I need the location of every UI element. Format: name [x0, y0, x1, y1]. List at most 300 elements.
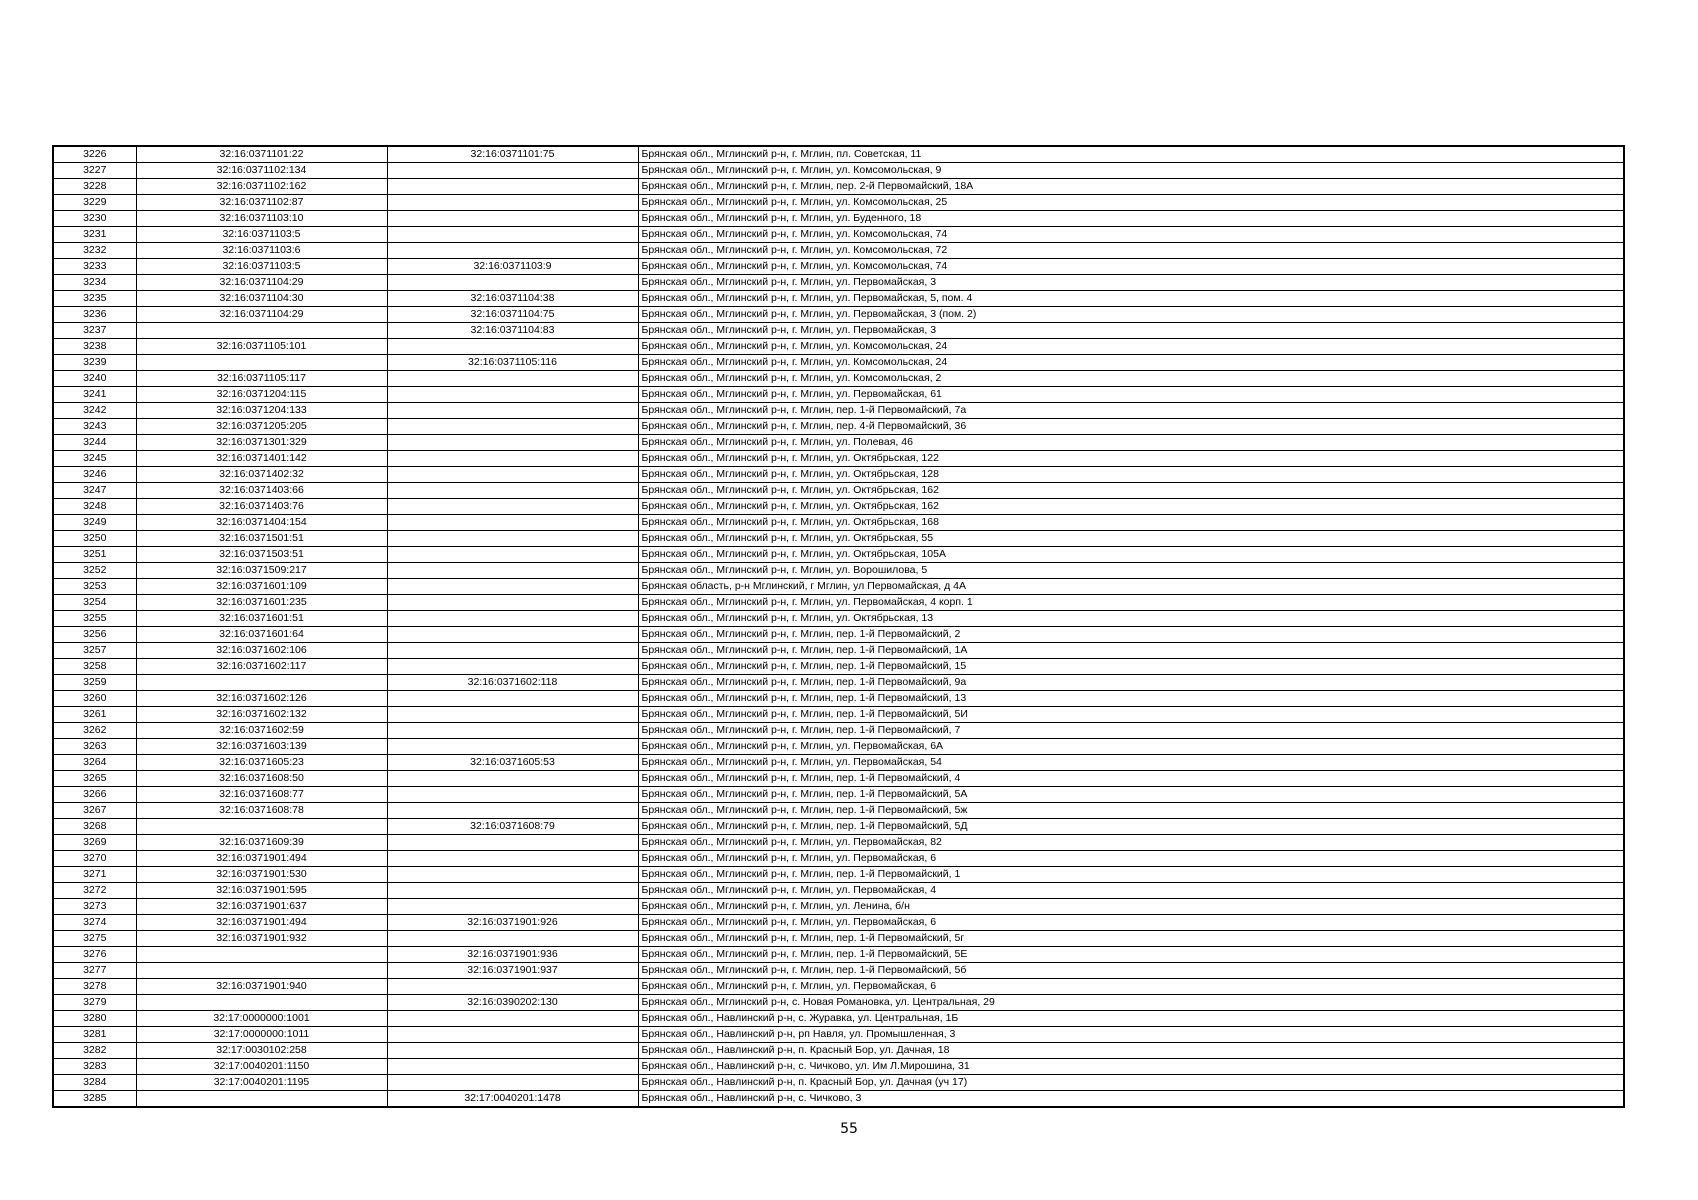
table-row	[53, 387, 1624, 403]
related-cadastral-number-cell: 32:16:0371602:118	[387, 675, 638, 691]
address-cell: Брянская обл., Мглинский р-н, г. Мглин, пер. 2-й Первомайский, 18А	[638, 179, 1624, 195]
cadastral-number-cell: 32:16:0371301:329	[136, 435, 387, 451]
row-number-cell: 3253	[53, 579, 136, 595]
row-number-cell: 3284	[53, 1075, 136, 1091]
row-number-cell: 3282	[53, 1043, 136, 1059]
table-row	[53, 947, 1624, 963]
related-cadastral-number-cell	[387, 723, 638, 739]
address-cell: Брянская обл., Мглинский р-н, г. Мглин, пер. 1-й Первомайский, 5б	[638, 963, 1624, 979]
row-number-cell: 3234	[53, 275, 136, 291]
table-row	[53, 227, 1624, 243]
table-row	[53, 1027, 1624, 1043]
table-row	[53, 1091, 1624, 1108]
address-cell: Брянская обл., Мглинский р-н, г. Мглин, ул. Первомайская, 54	[638, 755, 1624, 771]
row-number-cell: 3265	[53, 771, 136, 787]
table-row	[53, 579, 1624, 595]
table-row	[53, 723, 1624, 739]
row-number-cell: 3251	[53, 547, 136, 563]
table-row	[53, 739, 1624, 755]
table-row	[53, 899, 1624, 915]
related-cadastral-number-cell: 32:16:0371104:75	[387, 307, 638, 323]
related-cadastral-number-cell	[387, 579, 638, 595]
cadastral-number-cell	[136, 323, 387, 339]
related-cadastral-number-cell	[387, 899, 638, 915]
address-cell: Брянская обл., Мглинский р-н, г. Мглин, ул. Первомайская, 3	[638, 275, 1624, 291]
cadastral-number-cell: 32:16:0371602:117	[136, 659, 387, 675]
row-number-cell: 3279	[53, 995, 136, 1011]
table-row	[53, 659, 1624, 675]
row-number-cell: 3275	[53, 931, 136, 947]
address-cell: Брянская обл., Мглинский р-н, г. Мглин, ул. Ленина, б/н	[638, 899, 1624, 915]
related-cadastral-number-cell	[387, 387, 638, 403]
related-cadastral-number-cell	[387, 1011, 638, 1027]
row-number-cell: 3276	[53, 947, 136, 963]
related-cadastral-number-cell	[387, 1043, 638, 1059]
row-number-cell: 3233	[53, 259, 136, 275]
row-number-cell: 3267	[53, 803, 136, 819]
related-cadastral-number-cell	[387, 691, 638, 707]
table-row	[53, 1011, 1624, 1027]
table-row	[53, 691, 1624, 707]
address-cell: Брянская обл., Мглинский р-н, г. Мглин, ул. Буденного, 18	[638, 211, 1624, 227]
address-cell: Брянская обл., Мглинский р-н, г. Мглин, пер. 1-й Первомайский, 5И	[638, 707, 1624, 723]
address-cell: Брянская обл., Мглинский р-н, г. Мглин, ул. Октябрьская, 162	[638, 483, 1624, 499]
related-cadastral-number-cell	[387, 883, 638, 899]
cadastral-number-cell	[136, 819, 387, 835]
table-row	[53, 995, 1624, 1011]
table-row	[53, 211, 1624, 227]
cadastral-number-cell: 32:16:0371102:134	[136, 163, 387, 179]
related-cadastral-number-cell	[387, 531, 638, 547]
cadastral-number-cell	[136, 675, 387, 691]
table-row	[53, 803, 1624, 819]
row-number-cell: 3229	[53, 195, 136, 211]
row-number-cell: 3259	[53, 675, 136, 691]
cadastral-number-cell: 32:16:0371608:78	[136, 803, 387, 819]
row-number-cell: 3285	[53, 1091, 136, 1108]
cadastral-number-cell: 32:16:0371608:77	[136, 787, 387, 803]
row-number-cell: 3270	[53, 851, 136, 867]
row-number-cell: 3227	[53, 163, 136, 179]
table-row	[53, 851, 1624, 867]
address-cell: Брянская обл., Мглинский р-н, г. Мглин, пер. 1-й Первомайский, 5г	[638, 931, 1624, 947]
cadastral-number-cell: 32:16:0371404:154	[136, 515, 387, 531]
related-cadastral-number-cell	[387, 243, 638, 259]
table-row	[53, 451, 1624, 467]
row-number-cell: 3236	[53, 307, 136, 323]
address-cell: Брянская обл., Мглинский р-н, г. Мглин, пер. 4-й Первомайский, 36	[638, 419, 1624, 435]
related-cadastral-number-cell: 32:16:0371901:926	[387, 915, 638, 931]
cadastral-number-cell: 32:16:0371103:5	[136, 259, 387, 275]
row-number-cell: 3272	[53, 883, 136, 899]
address-cell: Брянская обл., Мглинский р-н, г. Мглин, пер. 1-й Первомайский, 13	[638, 691, 1624, 707]
cadastral-number-cell: 32:16:0371901:932	[136, 931, 387, 947]
table-row	[53, 643, 1624, 659]
address-cell: Брянская обл., Мглинский р-н, г. Мглин, ул. Первомайская, 6А	[638, 739, 1624, 755]
table-row	[53, 403, 1624, 419]
cadastral-number-cell: 32:16:0371602:106	[136, 643, 387, 659]
table-row	[53, 355, 1624, 371]
related-cadastral-number-cell	[387, 563, 638, 579]
row-number-cell: 3278	[53, 979, 136, 995]
address-cell: Брянская обл., Мглинский р-н, г. Мглин, ул. Первомайская, 61	[638, 387, 1624, 403]
row-number-cell: 3271	[53, 867, 136, 883]
related-cadastral-number-cell	[387, 787, 638, 803]
row-number-cell: 3249	[53, 515, 136, 531]
related-cadastral-number-cell	[387, 467, 638, 483]
table-row	[53, 259, 1624, 275]
address-cell: Брянская обл., Мглинский р-н, г. Мглин, пер. 1-й Первомайский, 5Д	[638, 819, 1624, 835]
row-number-cell: 3243	[53, 419, 136, 435]
row-number-cell: 3269	[53, 835, 136, 851]
row-number-cell: 3241	[53, 387, 136, 403]
related-cadastral-number-cell	[387, 707, 638, 723]
related-cadastral-number-cell	[387, 659, 638, 675]
address-cell: Брянская обл., Мглинский р-н, с. Новая Романовка, ул. Центральная, 29	[638, 995, 1624, 1011]
address-cell: Брянская обл., Мглинский р-н, г. Мглин, ул. Комсомольская, 2	[638, 371, 1624, 387]
cadastral-number-cell: 32:16:0371901:494	[136, 915, 387, 931]
address-cell: Брянская обл., Мглинский р-н, г. Мглин, пер. 1-й Первомайский, 5Е	[638, 947, 1624, 963]
table-row	[53, 595, 1624, 611]
cadastral-number-cell	[136, 355, 387, 371]
table-row	[53, 867, 1624, 883]
related-cadastral-number-cell	[387, 419, 638, 435]
cadastral-number-cell: 32:16:0371501:51	[136, 531, 387, 547]
related-cadastral-number-cell	[387, 211, 638, 227]
address-cell: Брянская обл., Навлинский р-н, п. Красный Бор, ул. Дачная (уч 17)	[638, 1075, 1624, 1091]
related-cadastral-number-cell	[387, 643, 638, 659]
table-row	[53, 419, 1624, 435]
row-number-cell: 3244	[53, 435, 136, 451]
address-cell: Брянская обл., Мглинский р-н, г. Мглин, пер. 1-й Первомайский, 5А	[638, 787, 1624, 803]
address-cell: Брянская обл., Мглинский р-н, г. Мглин, ул. Октябрьская, 162	[638, 499, 1624, 515]
cadastral-number-cell: 32:16:0371402:32	[136, 467, 387, 483]
address-cell: Брянская обл., Мглинский р-н, г. Мглин, пер. 1-й Первомайский, 7	[638, 723, 1624, 739]
row-number-cell: 3255	[53, 611, 136, 627]
related-cadastral-number-cell	[387, 803, 638, 819]
address-cell: Брянская обл., Мглинский р-н, г. Мглин, ул. Полевая, 46	[638, 435, 1624, 451]
related-cadastral-number-cell: 32:16:0371901:936	[387, 947, 638, 963]
row-number-cell: 3247	[53, 483, 136, 499]
cadastral-number-cell: 32:16:0371605:23	[136, 755, 387, 771]
table-row	[53, 467, 1624, 483]
table-row	[53, 979, 1624, 995]
table-row	[53, 195, 1624, 211]
related-cadastral-number-cell	[387, 547, 638, 563]
address-cell: Брянская обл., Мглинский р-н, г. Мглин, пер. 1-й Первомайский, 15	[638, 659, 1624, 675]
related-cadastral-number-cell	[387, 499, 638, 515]
related-cadastral-number-cell	[387, 771, 638, 787]
cadastral-number-cell: 32:17:0000000:1011	[136, 1027, 387, 1043]
page-number: 55	[840, 1121, 858, 1137]
cadastral-number-cell: 32:16:0371105:117	[136, 371, 387, 387]
related-cadastral-number-cell	[387, 179, 638, 195]
related-cadastral-number-cell	[387, 979, 638, 995]
related-cadastral-number-cell	[387, 275, 638, 291]
related-cadastral-number-cell: 32:17:0040201:1478	[387, 1091, 638, 1108]
cadastral-number-cell: 32:16:0371901:595	[136, 883, 387, 899]
cadastral-number-cell	[136, 1091, 387, 1108]
cadastral-number-cell: 32:16:0371103:10	[136, 211, 387, 227]
related-cadastral-number-cell	[387, 1075, 638, 1091]
row-number-cell: 3250	[53, 531, 136, 547]
row-number-cell: 3228	[53, 179, 136, 195]
address-cell: Брянская обл., Мглинский р-н, г. Мглин, ул. Первомайская, 3 (пом. 2)	[638, 307, 1624, 323]
table-row	[53, 499, 1624, 515]
cadastral-number-cell: 32:16:0371103:5	[136, 227, 387, 243]
address-cell: Брянская обл., Мглинский р-н, г. Мглин, ул. Первомайская, 6	[638, 979, 1624, 995]
address-cell: Брянская обл., Мглинский р-н, г. Мглин, пер. 1-й Первомайский, 9а	[638, 675, 1624, 691]
related-cadastral-number-cell	[387, 1027, 638, 1043]
related-cadastral-number-cell	[387, 371, 638, 387]
row-number-cell: 3263	[53, 739, 136, 755]
table-row	[53, 1075, 1624, 1091]
cadastral-number-cell: 32:16:0371401:142	[136, 451, 387, 467]
address-cell: Брянская обл., Мглинский р-н, г. Мглин, пер. 1-й Первомайский, 2	[638, 627, 1624, 643]
address-cell: Брянская обл., Навлинский р-н, п. Красный Бор, ул. Дачная, 18	[638, 1043, 1624, 1059]
row-number-cell: 3273	[53, 899, 136, 915]
address-cell: Брянская обл., Мглинский р-н, г. Мглин, ул. Октябрьская, 122	[638, 451, 1624, 467]
row-number-cell: 3256	[53, 627, 136, 643]
row-number-cell: 3252	[53, 563, 136, 579]
cadastral-number-cell: 32:16:0371105:101	[136, 339, 387, 355]
address-cell: Брянская обл., Мглинский р-н, г. Мглин, ул. Первомайская, 5, пом. 4	[638, 291, 1624, 307]
address-cell: Брянская обл., Навлинский р-н, с. Чичково, 3	[638, 1091, 1624, 1108]
related-cadastral-number-cell	[387, 595, 638, 611]
related-cadastral-number-cell	[387, 739, 638, 755]
row-number-cell: 3237	[53, 323, 136, 339]
address-cell: Брянская обл., Мглинский р-н, г. Мглин, ул. Первомайская, 82	[638, 835, 1624, 851]
related-cadastral-number-cell	[387, 627, 638, 643]
cadastral-number-cell: 32:16:0371901:940	[136, 979, 387, 995]
related-cadastral-number-cell: 32:16:0371101:75	[387, 146, 638, 163]
table-row	[53, 371, 1624, 387]
related-cadastral-number-cell: 32:16:0371901:937	[387, 963, 638, 979]
address-cell: Брянская область, р-н Мглинский, г Мглин, ул Первомайская, д 4А	[638, 579, 1624, 595]
table-row	[53, 835, 1624, 851]
table-row	[53, 819, 1624, 835]
related-cadastral-number-cell	[387, 195, 638, 211]
row-number-cell: 3266	[53, 787, 136, 803]
table-row	[53, 307, 1624, 323]
cadastral-number-cell: 32:16:0371901:494	[136, 851, 387, 867]
table-row	[53, 675, 1624, 691]
address-cell: Брянская обл., Мглинский р-н, г. Мглин, пер. 1-й Первомайский, 5ж	[638, 803, 1624, 819]
cadastral-number-cell: 32:16:0371102:87	[136, 195, 387, 211]
cadastral-number-cell: 32:16:0371901:530	[136, 867, 387, 883]
related-cadastral-number-cell: 32:16:0371104:83	[387, 323, 638, 339]
address-cell: Брянская обл., Мглинский р-н, г. Мглин, ул. Комсомольская, 25	[638, 195, 1624, 211]
table-row	[53, 755, 1624, 771]
related-cadastral-number-cell	[387, 931, 638, 947]
address-cell: Брянская обл., Мглинский р-н, г. Мглин, пер. 1-й Первомайский, 4	[638, 771, 1624, 787]
address-cell: Брянская обл., Мглинский р-н, г. Мглин, ул. Первомайская, 6	[638, 851, 1624, 867]
address-cell: Брянская обл., Мглинский р-н, г. Мглин, пер. 1-й Первомайский, 7а	[638, 403, 1624, 419]
cadastral-number-cell: 32:16:0371503:51	[136, 547, 387, 563]
row-number-cell: 3268	[53, 819, 136, 835]
address-cell: Брянская обл., Мглинский р-н, г. Мглин, ул. Комсомольская, 9	[638, 163, 1624, 179]
address-cell: Брянская обл., Мглинский р-н, г. Мглин, пер. 1-й Первомайский, 1	[638, 867, 1624, 883]
table-row	[53, 707, 1624, 723]
cadastral-number-cell: 32:16:0371602:132	[136, 707, 387, 723]
cadastral-number-cell: 32:17:0030102:258	[136, 1043, 387, 1059]
related-cadastral-number-cell	[387, 611, 638, 627]
address-cell: Брянская обл., Мглинский р-н, г. Мглин, ул. Комсомольская, 72	[638, 243, 1624, 259]
cadastral-number-cell: 32:16:0371601:109	[136, 579, 387, 595]
related-cadastral-number-cell: 32:16:0371104:38	[387, 291, 638, 307]
table-row	[53, 547, 1624, 563]
table-row	[53, 563, 1624, 579]
cadastral-number-cell: 32:16:0371104:30	[136, 291, 387, 307]
row-number-cell: 3257	[53, 643, 136, 659]
table-row	[53, 915, 1624, 931]
table-row	[53, 787, 1624, 803]
cadastral-number-cell: 32:16:0371602:59	[136, 723, 387, 739]
cadastral-number-cell: 32:16:0371509:217	[136, 563, 387, 579]
address-cell: Брянская обл., Мглинский р-н, г. Мглин, ул. Первомайская, 3	[638, 323, 1624, 339]
address-cell: Брянская обл., Мглинский р-н, г. Мглин, ул. Комсомольская, 74	[638, 259, 1624, 275]
related-cadastral-number-cell	[387, 227, 638, 243]
table-row	[53, 963, 1624, 979]
address-cell: Брянская обл., Навлинский р-н, с. Чичково, ул. Им Л.Мирошина, 31	[638, 1059, 1624, 1075]
related-cadastral-number-cell: 32:16:0390202:130	[387, 995, 638, 1011]
row-number-cell: 3226	[53, 146, 136, 163]
cadastral-number-cell: 32:16:0371101:22	[136, 146, 387, 163]
table-row	[53, 179, 1624, 195]
related-cadastral-number-cell	[387, 339, 638, 355]
related-cadastral-number-cell	[387, 1059, 638, 1075]
related-cadastral-number-cell	[387, 835, 638, 851]
cadastral-number-cell: 32:16:0371102:162	[136, 179, 387, 195]
table-row	[53, 627, 1624, 643]
row-number-cell: 3246	[53, 467, 136, 483]
table-row	[53, 483, 1624, 499]
registry-body	[53, 146, 1624, 1107]
table-row	[53, 291, 1624, 307]
address-cell: Брянская обл., Мглинский р-н, г. Мглин, ул. Октябрьская, 128	[638, 467, 1624, 483]
row-number-cell: 3239	[53, 355, 136, 371]
address-cell: Брянская обл., Мглинский р-н, г. Мглин, ул. Первомайская, 6	[638, 915, 1624, 931]
address-cell: Брянская обл., Мглинский р-н, г. Мглин, ул. Октябрьская, 105А	[638, 547, 1624, 563]
address-cell: Брянская обл., Мглинский р-н, г. Мглин, ул. Комсомольская, 74	[638, 227, 1624, 243]
row-number-cell: 3230	[53, 211, 136, 227]
cadastral-number-cell	[136, 947, 387, 963]
related-cadastral-number-cell	[387, 451, 638, 467]
cadastral-number-cell: 32:16:0371602:126	[136, 691, 387, 707]
row-number-cell: 3281	[53, 1027, 136, 1043]
related-cadastral-number-cell	[387, 515, 638, 531]
table-row	[53, 931, 1624, 947]
table-row	[53, 771, 1624, 787]
cadastral-number-cell: 32:16:0371601:51	[136, 611, 387, 627]
cadastral-number-cell: 32:17:0000000:1001	[136, 1011, 387, 1027]
row-number-cell: 3277	[53, 963, 136, 979]
row-number-cell: 3232	[53, 243, 136, 259]
cadastral-number-cell	[136, 963, 387, 979]
row-number-cell: 3254	[53, 595, 136, 611]
table-row	[53, 515, 1624, 531]
address-cell: Брянская обл., Мглинский р-н, г. Мглин, ул. Первомайская, 4 корп. 1	[638, 595, 1624, 611]
related-cadastral-number-cell	[387, 851, 638, 867]
cadastral-number-cell: 32:17:0040201:1150	[136, 1059, 387, 1075]
row-number-cell: 3283	[53, 1059, 136, 1075]
cadastral-number-cell: 32:16:0371104:29	[136, 275, 387, 291]
address-cell: Брянская обл., Мглинский р-н, г. Мглин, ул. Первомайская, 4	[638, 883, 1624, 899]
cadastral-number-cell: 32:16:0371403:76	[136, 499, 387, 515]
row-number-cell: 3274	[53, 915, 136, 931]
address-cell: Брянская обл., Навлинский р-н, с. Журавка, ул. Центральная, 1Б	[638, 1011, 1624, 1027]
row-number-cell: 3262	[53, 723, 136, 739]
related-cadastral-number-cell: 32:16:0371608:79	[387, 819, 638, 835]
cadastral-number-cell: 32:16:0371104:29	[136, 307, 387, 323]
related-cadastral-number-cell: 32:16:0371103:9	[387, 259, 638, 275]
related-cadastral-number-cell	[387, 403, 638, 419]
table-row	[53, 146, 1624, 163]
table-row	[53, 323, 1624, 339]
property-registry-table	[52, 145, 1625, 1108]
table-row	[53, 531, 1624, 547]
table-row	[53, 163, 1624, 179]
table-row	[53, 243, 1624, 259]
related-cadastral-number-cell	[387, 435, 638, 451]
cadastral-number-cell: 32:17:0040201:1195	[136, 1075, 387, 1091]
address-cell: Брянская обл., Мглинский р-н, г. Мглин, ул. Октябрьская, 55	[638, 531, 1624, 547]
cadastral-number-cell: 32:16:0371103:6	[136, 243, 387, 259]
row-number-cell: 3240	[53, 371, 136, 387]
address-cell: Брянская обл., Мглинский р-н, г. Мглин, ул. Октябрьская, 168	[638, 515, 1624, 531]
related-cadastral-number-cell: 32:16:0371105:116	[387, 355, 638, 371]
cadastral-number-cell: 32:16:0371608:50	[136, 771, 387, 787]
table-row	[53, 1043, 1624, 1059]
row-number-cell: 3231	[53, 227, 136, 243]
cadastral-number-cell: 32:16:0371609:39	[136, 835, 387, 851]
address-cell: Брянская обл., Мглинский р-н, г. Мглин, ул. Ворошилова, 5	[638, 563, 1624, 579]
cadastral-number-cell: 32:16:0371601:235	[136, 595, 387, 611]
row-number-cell: 3248	[53, 499, 136, 515]
row-number-cell: 3238	[53, 339, 136, 355]
address-cell: Брянская обл., Навлинский р-н, рп Навля, ул. Промышленная, 3	[638, 1027, 1624, 1043]
row-number-cell: 3264	[53, 755, 136, 771]
table-row	[53, 339, 1624, 355]
table-row	[53, 611, 1624, 627]
cadastral-number-cell	[136, 995, 387, 1011]
address-cell: Брянская обл., Мглинский р-н, г. Мглин, пер. 1-й Первомайский, 1А	[638, 643, 1624, 659]
row-number-cell: 3235	[53, 291, 136, 307]
cadastral-number-cell: 32:16:0371901:637	[136, 899, 387, 915]
cadastral-number-cell: 32:16:0371601:64	[136, 627, 387, 643]
cadastral-number-cell: 32:16:0371205:205	[136, 419, 387, 435]
row-number-cell: 3245	[53, 451, 136, 467]
table-row	[53, 435, 1624, 451]
address-cell: Брянская обл., Мглинский р-н, г. Мглин, ул. Комсомольская, 24	[638, 339, 1624, 355]
row-number-cell: 3242	[53, 403, 136, 419]
row-number-cell: 3260	[53, 691, 136, 707]
address-cell: Брянская обл., Мглинский р-н, г. Мглин, пл. Советская, 11	[638, 146, 1624, 163]
table-row	[53, 275, 1624, 291]
related-cadastral-number-cell	[387, 163, 638, 179]
table-row	[53, 883, 1624, 899]
related-cadastral-number-cell	[387, 483, 638, 499]
related-cadastral-number-cell: 32:16:0371605:53	[387, 755, 638, 771]
table-row	[53, 1059, 1624, 1075]
cadastral-number-cell: 32:16:0371603:139	[136, 739, 387, 755]
address-cell: Брянская обл., Мглинский р-н, г. Мглин, ул. Комсомольская, 24	[638, 355, 1624, 371]
address-cell: Брянская обл., Мглинский р-н, г. Мглин, ул. Октябрьская, 13	[638, 611, 1624, 627]
row-number-cell: 3258	[53, 659, 136, 675]
cadastral-number-cell: 32:16:0371204:115	[136, 387, 387, 403]
related-cadastral-number-cell	[387, 867, 638, 883]
cadastral-number-cell: 32:16:0371204:133	[136, 403, 387, 419]
